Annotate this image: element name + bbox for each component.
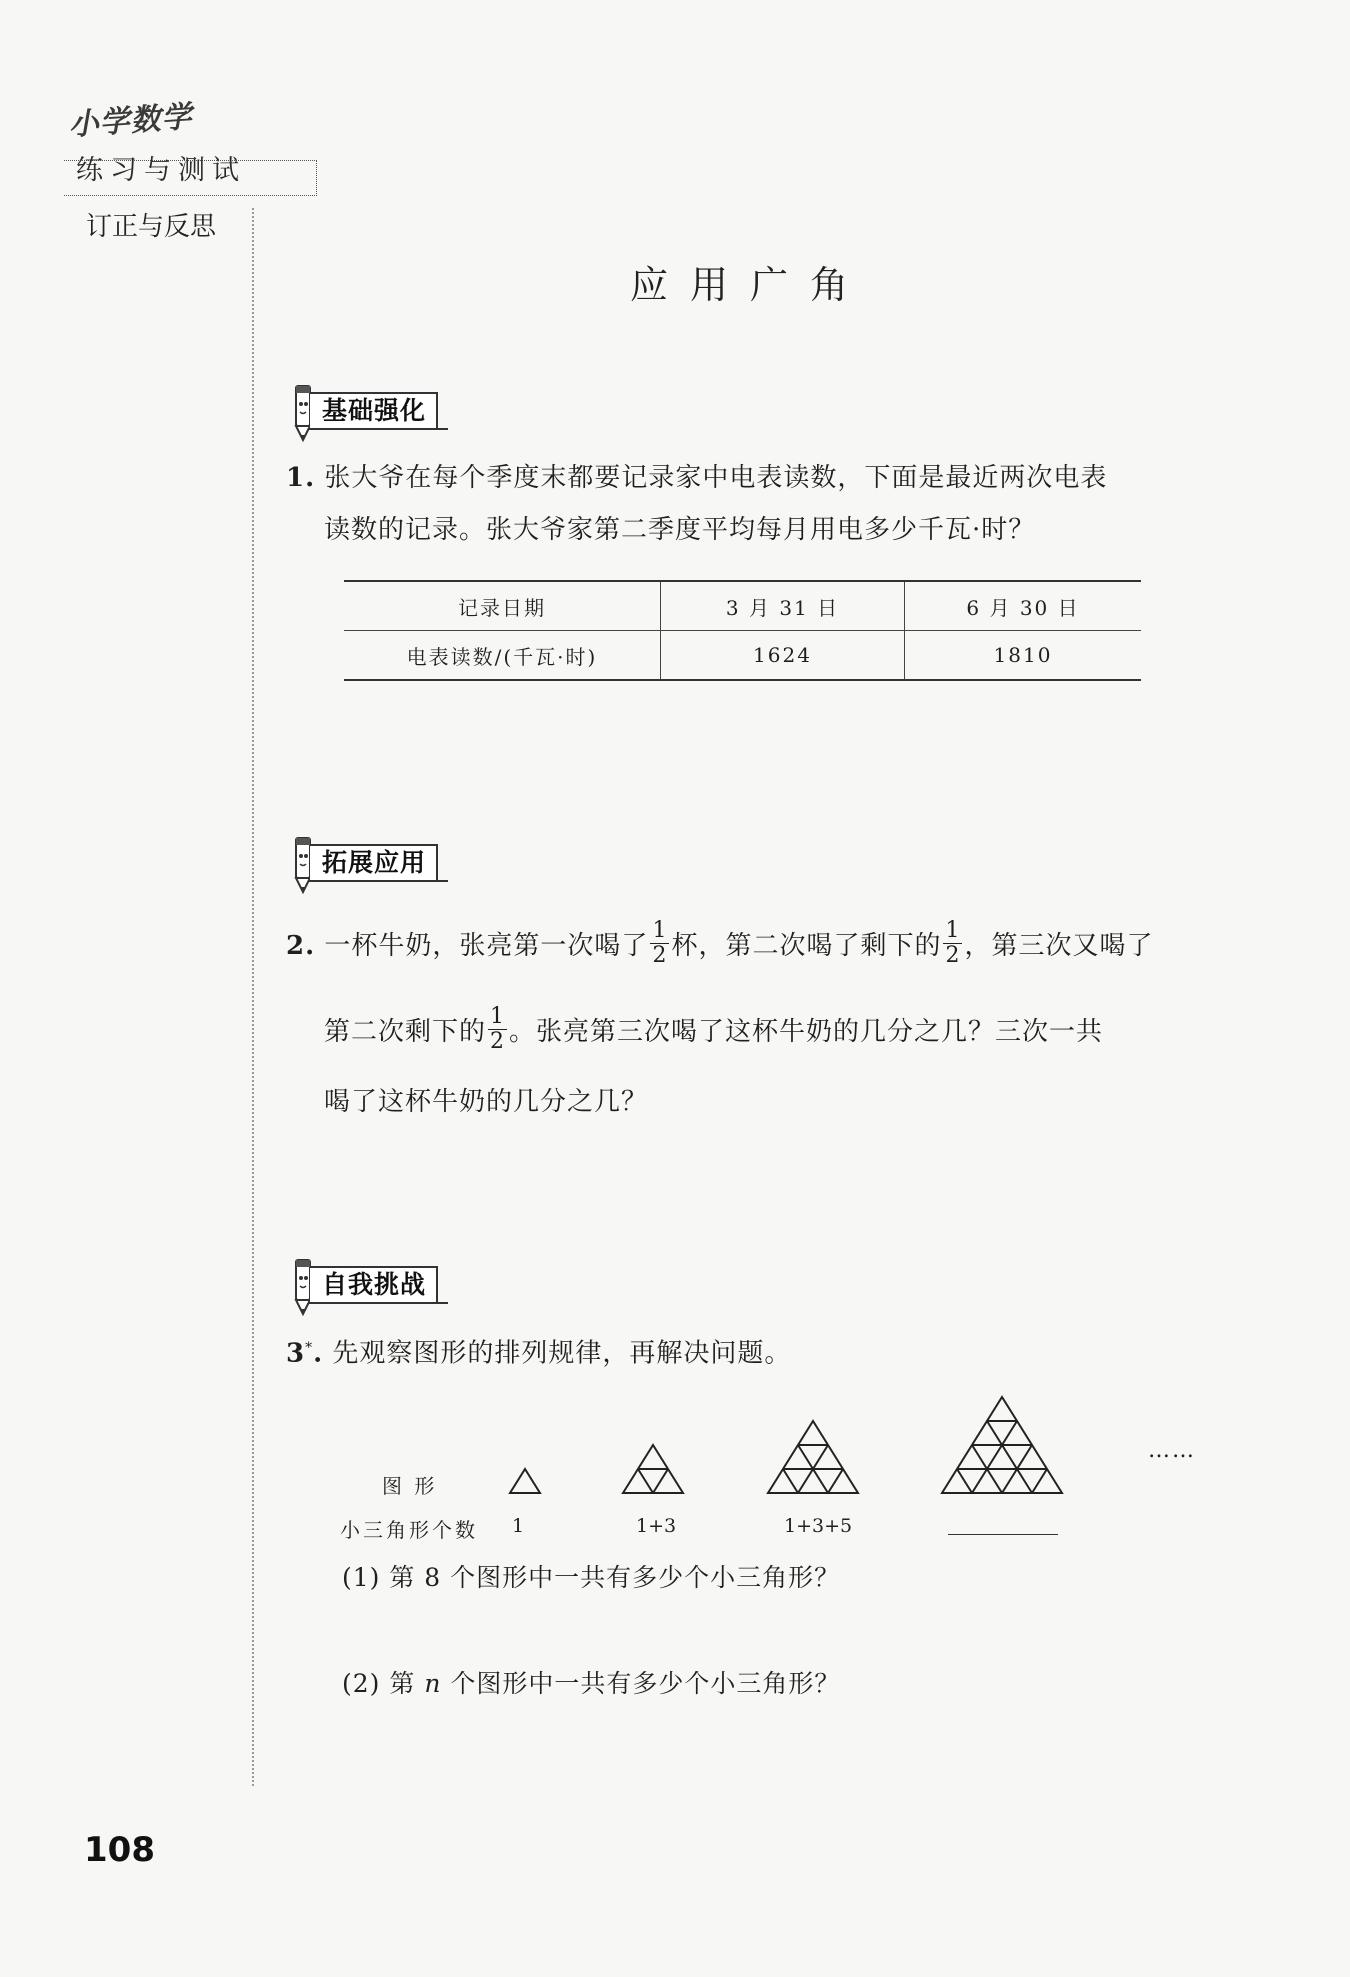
question-number: 2. bbox=[286, 931, 316, 961]
meter-reading-table bbox=[344, 580, 1141, 681]
question-text: 读数的记录。张大爷家第二季度平均每月用电多少千瓦·时？ bbox=[324, 515, 1036, 545]
margin-label: 订正与反思 bbox=[86, 212, 217, 242]
section-label: 拓展应用 bbox=[310, 844, 438, 882]
page-title: 应用广角 bbox=[630, 263, 871, 307]
triangle-figure-3 bbox=[768, 1421, 858, 1493]
question-text: (2) 第 bbox=[342, 1669, 425, 1698]
question-text: 张大爷在每个季度末都要记录家中电表读数，下面是最近两次电表 bbox=[324, 463, 1108, 493]
page-number: 108 bbox=[84, 1830, 155, 1870]
table-row bbox=[344, 631, 1141, 681]
triangle-figure-4 bbox=[942, 1397, 1062, 1493]
fraction-denominator: 2 bbox=[652, 942, 668, 968]
triangle-figure-2 bbox=[623, 1445, 683, 1493]
question-text: 个图形中一共有多少个小三角形？ bbox=[441, 1669, 841, 1698]
fraction-denominator: 2 bbox=[945, 942, 961, 968]
question-text: 杯，第二次喝了剩下的 bbox=[671, 931, 942, 961]
fraction bbox=[650, 919, 669, 968]
fraction-numerator: 1 bbox=[652, 917, 668, 943]
question-text: ，第三次又喝了 bbox=[964, 931, 1154, 961]
question-3 bbox=[286, 1322, 791, 1380]
fraction bbox=[943, 919, 962, 968]
question-text: 先观察图形的排列规律，再解决问题。 bbox=[332, 1338, 792, 1369]
table-cell: 3 月 31 日 bbox=[661, 581, 905, 631]
triangle-pattern-figure bbox=[490, 1376, 1080, 1500]
section-label: 基础强化 bbox=[310, 392, 438, 430]
fraction bbox=[488, 1005, 507, 1054]
sub-question-1: (1) 第 8 个图形中一共有多少个小三角形？ bbox=[342, 1563, 841, 1592]
question-text: 第二次剩下的 bbox=[324, 1017, 487, 1047]
table-row bbox=[344, 581, 1141, 631]
section-label: 自我挑战 bbox=[310, 1266, 438, 1304]
series-title: 小学数学 bbox=[67, 99, 194, 144]
question-text: 喝了这杯牛奶的几分之几？ bbox=[324, 1087, 649, 1117]
fraction-denominator: 2 bbox=[490, 1028, 506, 1054]
question-number-dot: . bbox=[313, 1338, 324, 1369]
answer-blank bbox=[948, 1534, 1058, 1535]
book-title: 练习与测试 bbox=[76, 155, 246, 186]
fraction-numerator: 1 bbox=[945, 917, 961, 943]
sub-question-2 bbox=[342, 1658, 840, 1710]
fraction-numerator: 1 bbox=[490, 1003, 506, 1029]
table-cell: 1810 bbox=[905, 631, 1142, 681]
table-cell: 1624 bbox=[661, 631, 905, 681]
challenge-star: * bbox=[305, 1340, 314, 1356]
row-label-shape: 图 形 bbox=[382, 1474, 438, 1498]
count-value: 1+3 bbox=[636, 1515, 677, 1537]
question-text: 一杯牛奶，张亮第一次喝了 bbox=[324, 931, 649, 961]
row-label-count: 小三角形个数 bbox=[340, 1518, 478, 1542]
margin-divider bbox=[252, 208, 254, 1786]
triangle-figure-1 bbox=[510, 1469, 540, 1493]
question-1 bbox=[286, 452, 1107, 556]
question-text: 。张亮第三次喝了这杯牛奶的几分之几？三次一共 bbox=[509, 1017, 1104, 1047]
variable-n: n bbox=[424, 1669, 442, 1698]
table-cell: 6 月 30 日 bbox=[905, 581, 1142, 631]
table-cell: 记录日期 bbox=[344, 581, 661, 631]
question-number: 3 bbox=[286, 1338, 306, 1369]
count-value: 1+3+5 bbox=[784, 1515, 853, 1537]
count-value: 1 bbox=[512, 1515, 525, 1537]
pattern-ellipsis: …… bbox=[1148, 1438, 1196, 1463]
table-cell: 电表读数/(千瓦·时) bbox=[344, 631, 661, 681]
question-number: 1. bbox=[286, 463, 316, 493]
question-2 bbox=[286, 916, 1153, 1128]
